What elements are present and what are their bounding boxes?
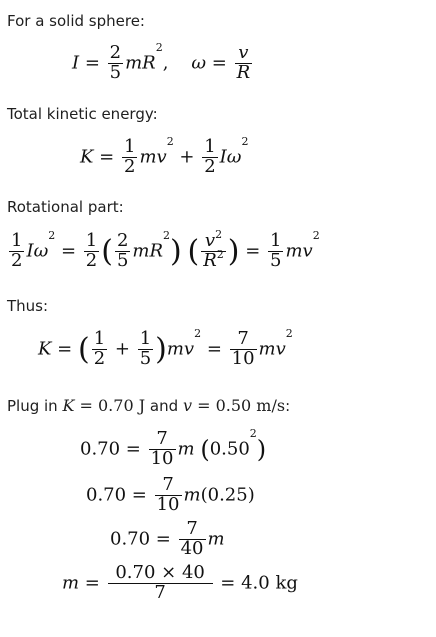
inertia-equation: I = $\frac{2}{5}$ $mR^2$, ω = $\frac{v}{R}$ <box>72 41 251 83</box>
kinetic-energy-equation: K = $\frac{1}{2}$ $mv^2$ + $\frac{1}{2}$ $I\omega^2$ <box>80 135 249 177</box>
plug-in-prefix: Plug in <box>7 397 58 415</box>
k-value: 0.70 <box>98 396 134 415</box>
plug-in-line: Plug in K = 0.70 J and v = 0.50 m/s: <box>7 396 291 415</box>
thus-text: Thus: <box>7 297 49 315</box>
final-mass-equation: m = $\frac{0.70 \times 40}{7}$ = 4.0 kg <box>62 562 298 603</box>
rotational-text: Rotational part: <box>7 198 124 216</box>
total-ke-text: Total kinetic energy: <box>7 105 158 123</box>
v-value: 0.50 <box>215 396 252 415</box>
plug-in-and: and <box>149 397 179 415</box>
substitution-equation-2: 0.70 = $\frac{7}{10}$ m(0.25) <box>86 474 255 515</box>
intro-text: For a solid sphere: <box>7 12 145 30</box>
result-unit: kg <box>275 572 298 594</box>
k-unit: J <box>138 396 146 415</box>
rotational-equation: $\frac{1}{2}$ $I\omega^2$ = $\frac{1}{2}$ ( $\frac{2}{5}$ $mR^2$) ( $\frac{v^2}{R^2}$ ) = $\frac{1}{5}$ $mv^2$ <box>11 228 320 271</box>
result-value: 4.0 <box>241 572 270 594</box>
substitution-equation-3: 0.70 = $\frac{7}{40}$ m <box>110 518 225 559</box>
combined-equation: K = ( $\frac{1}{2}$ + $\frac{1}{5}$ )$mv^2$ = $\frac{7}{10}$ $mv^2$ <box>38 327 293 369</box>
plug-in-colon: : <box>285 397 291 415</box>
v-unit: m/s <box>256 396 286 415</box>
substitution-equation-1: 0.70 = $\frac{7}{10}$ m (0.50$^2$) <box>80 427 267 469</box>
